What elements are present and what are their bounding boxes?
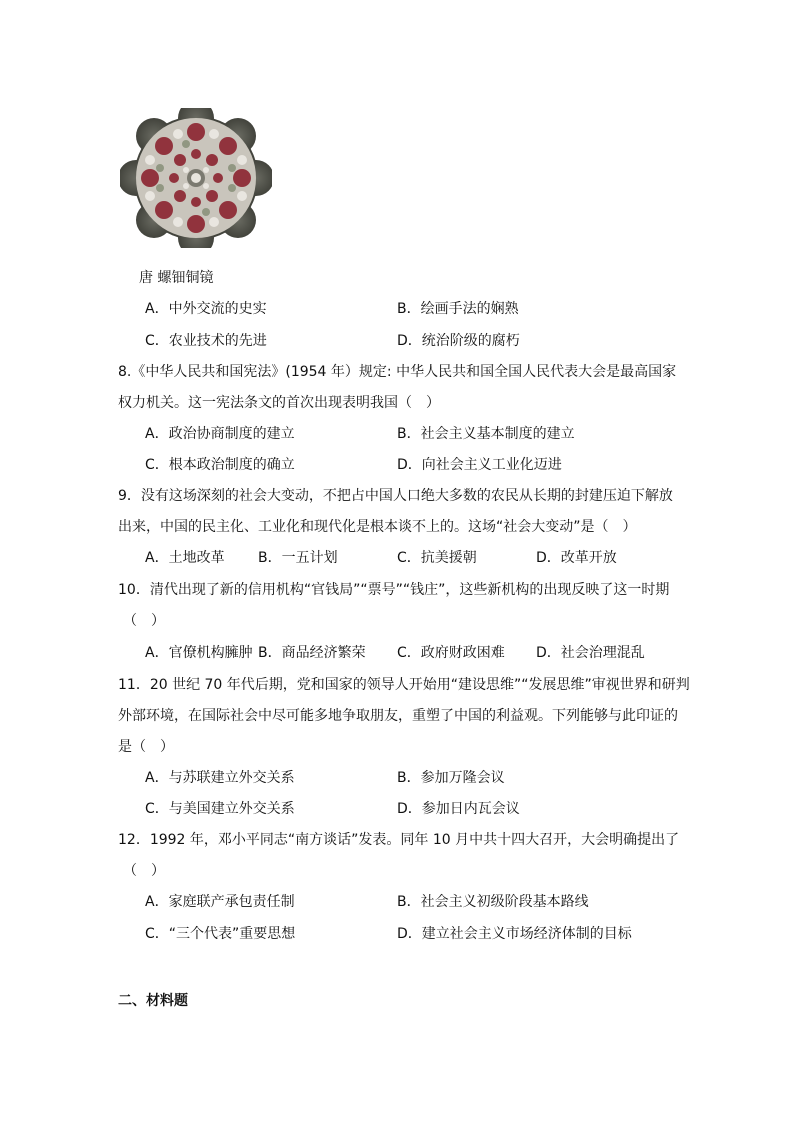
q7-option-d[interactable]: D．统治阶级的腐朽 bbox=[397, 333, 520, 349]
q9-option-d[interactable]: D．改革开放 bbox=[536, 550, 617, 566]
q9-stem-line1: 9．没有这场深刻的社会大变动，不把占中国人口绝大多数的农民从长期的封建压迫下解放 bbox=[118, 488, 673, 504]
q12-stem-line1: 12．1992 年，邓小平同志“南方谈话”发表。同年 10 月中共十四大召开，大会明确提出了 bbox=[118, 832, 680, 848]
q10-stem-line2: （ ） bbox=[123, 613, 165, 629]
q8-stem-line1: 8.《中华人民共和国宪法》(1954 年）规定: 中华人民共和国全国人民代表大会是最高国家 bbox=[118, 364, 677, 380]
q7-option-c[interactable]: C．农业技术的先进 bbox=[145, 333, 267, 349]
q8-stem-line2: 权力机关。这一宪法条文的首次出现表明我国（ ） bbox=[118, 395, 440, 411]
q7-option-b[interactable]: B．绘画手法的娴熟 bbox=[397, 301, 519, 317]
section-heading: 二、材料题 bbox=[118, 993, 188, 1009]
q8-option-c[interactable]: C．根本政治制度的确立 bbox=[145, 457, 295, 473]
q12-option-a[interactable]: A．家庭联产承包责任制 bbox=[145, 894, 295, 910]
bronze-mirror-image bbox=[120, 108, 272, 248]
q11-option-a[interactable]: A．与苏联建立外交关系 bbox=[145, 770, 295, 786]
q11-option-b[interactable]: B．参加万隆会议 bbox=[397, 770, 505, 786]
q10-stem-line1: 10．清代出现了新的信用机构“官钱局”“票号”“钱庄”，这些新机构的出现反映了这一时期 bbox=[118, 582, 670, 598]
q10-option-b[interactable]: B．商品经济繁荣 bbox=[258, 645, 366, 661]
q8-option-d[interactable]: D．向社会主义工业化迈进 bbox=[397, 457, 562, 473]
q12-option-c[interactable]: C．“三个代表”重要思想 bbox=[145, 926, 296, 942]
q11-stem-line3: 是（ ） bbox=[118, 739, 174, 755]
q8-option-b[interactable]: B．社会主义基本制度的建立 bbox=[397, 426, 575, 442]
q12-stem-line2: （ ） bbox=[123, 863, 165, 879]
q12-option-b[interactable]: B．社会主义初级阶段基本路线 bbox=[397, 894, 589, 910]
q11-stem-line1: 11．20 世纪 70 年代后期，党和国家的领导人开始用“建设思维”“发展思维”审视世界和研判 bbox=[118, 677, 690, 693]
q9-option-a[interactable]: A．土地改革 bbox=[145, 550, 225, 566]
q10-option-c[interactable]: C．政府财政困难 bbox=[397, 645, 505, 661]
figure-caption: 唐 螺钿铜镜 bbox=[139, 270, 214, 286]
q8-option-a[interactable]: A．政治协商制度的建立 bbox=[145, 426, 295, 442]
q9-option-c[interactable]: C．抗美援朝 bbox=[397, 550, 477, 566]
q9-option-b[interactable]: B．一五计划 bbox=[258, 550, 338, 566]
q9-stem-line2: 出来，中国的民主化、工业化和现代化是根本谈不上的。这场“社会大变动”是（ ） bbox=[118, 519, 637, 535]
q11-stem-line2: 外部环境，在国际社会中尽可能多地争取朋友，重塑了中国的利益观。下列能够与此印证的 bbox=[118, 708, 678, 724]
q11-option-c[interactable]: C．与美国建立外交关系 bbox=[145, 801, 295, 817]
q12-option-d[interactable]: D．建立社会主义市场经济体制的目标 bbox=[397, 926, 632, 942]
q10-option-d[interactable]: D．社会治理混乱 bbox=[536, 645, 645, 661]
q7-option-a[interactable]: A．中外交流的史实 bbox=[145, 301, 267, 317]
q10-option-a[interactable]: A．官僚机构臃肿 bbox=[145, 645, 253, 661]
q11-option-d[interactable]: D．参加日内瓦会议 bbox=[397, 801, 520, 817]
